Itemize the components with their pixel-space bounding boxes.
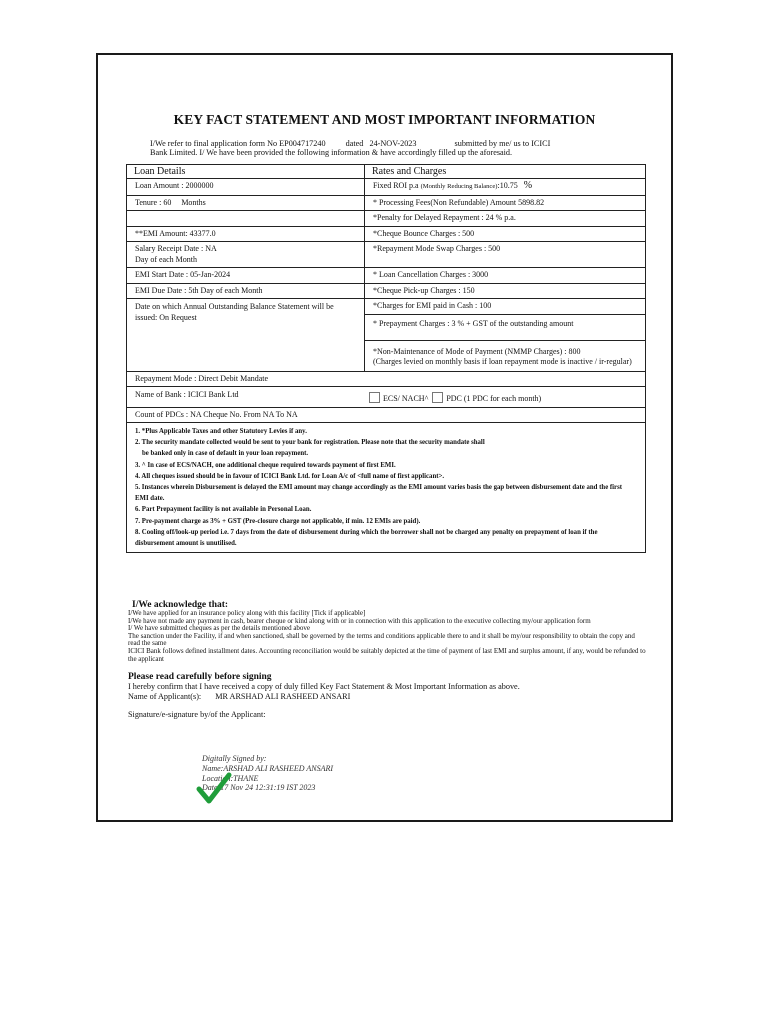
bank-and-mandate [127, 387, 645, 407]
intro-line1-end: submitted by me/ us to ICICI [454, 139, 551, 148]
ack-line: ICICI Bank follows defined installment dates. Accounting reconciliation would be suitably depicted at the time of payment of last EMI and surplus amount, if any, would be refunded to the applicant [128, 646, 646, 663]
ack-heading: I/We acknowledge that: [132, 600, 229, 610]
processing-fees: * Processing Fees(Non Refundable) Amount 5898.82 [373, 197, 545, 207]
fixed-roi-value: :10.75 [497, 181, 518, 190]
ecs-nach-option[interactable] [365, 392, 428, 405]
loan-cancellation-charges: * Loan Cancellation Charges : 3000 [373, 270, 489, 279]
pdc-count: Count of PDCs : NA Cheque No. From NA To NA [135, 409, 298, 419]
applicant-label: Name of Applicant(s): [128, 692, 202, 702]
document-frame [96, 53, 673, 822]
table-row [127, 226, 645, 242]
read-carefully-heading: Please read carefully before signing [128, 672, 272, 683]
ack-line: I/We have not made any payment in cash, bearer cheque or kind along with or in connection with this application to the executive collecting my/our application form [128, 616, 591, 625]
table-row [127, 371, 645, 387]
annual-statement-date: Date on which Annual Outstanding Balance Statement will be issued: On Request [127, 299, 365, 371]
checkbox-icon[interactable] [432, 392, 443, 403]
repayment-mode: Repayment Mode : Direct Debit Mandate [135, 373, 269, 383]
acknowledgement-section [128, 600, 648, 718]
header-loan-details: Loan Details [127, 165, 365, 178]
digital-signature-line: Name:ARSHAD ALI RASHEED ANSARI [202, 763, 334, 773]
table-row [127, 178, 645, 195]
note-item: 4. All cheques issued should be in favour of ICICI Bank Ltd. for Loan A/c of <full name of first applicant>. [135, 472, 445, 480]
digital-signature-line: Location:THANE [202, 773, 259, 783]
emi-cash-charges: *Charges for EMI paid in Cash : 100 [365, 299, 645, 315]
note-item: 5. Instances wherein Disbursement is delayed the EMI amount may change accordingly as the EMI amount varies basis the gap between disbursement date and the first EMI date. [135, 484, 622, 503]
emi-amount: **EMI Amount: 43377.0 [127, 227, 365, 242]
fixed-roi-percent: % [523, 180, 533, 191]
table-row [127, 267, 645, 283]
intro-line2: Bank Limited. I/ We have been provided the following information & have accordingly filled up the aforesaid. [150, 148, 513, 158]
note-item: 8. Cooling off/look-up period i.e. 7 days from the date of disbursement during which the borrower shall not be charged any penalty on prepayment of loan if the disbursement amount is unutilised. [135, 528, 598, 548]
applicant-name-line [128, 693, 648, 701]
salary-receipt-date [127, 242, 365, 267]
document-title: KEY FACT STATEMENT AND MOST IMPORTANT INFORMATION [173, 112, 596, 127]
nmmp-line1: *Non-Maintenance of Mode of Payment (NMMP Charges) : 800 [373, 346, 581, 356]
checkbox-icon[interactable] [369, 392, 380, 403]
cheque-bounce-charges: *Cheque Bounce Charges : 500 [373, 228, 475, 238]
ack-line: I/ We have submitted cheques as per the details mentioned above [128, 624, 311, 633]
table-row [127, 210, 645, 226]
header-rates-charges: Rates and Charges [372, 166, 447, 177]
pdc-option[interactable] [428, 392, 541, 405]
salary-receipt-line1: Salary Receipt Date : NA [135, 244, 217, 253]
intro-text [150, 139, 600, 158]
table-row [127, 283, 645, 299]
cheque-pickup-charges: *Cheque Pick-up Charges : 150 [373, 285, 475, 295]
application-number: EP004717240 [279, 139, 326, 148]
check-mark-icon [196, 772, 232, 806]
table-row [127, 407, 645, 423]
table-row [127, 386, 645, 407]
digital-signature-line: Digitally Signed by: [202, 754, 267, 763]
notes-row [127, 422, 645, 552]
ecs-nach-label: ECS/ NACH^ [383, 394, 429, 403]
confirmation-text: I hereby confirm that I have received a copy of duly filled Key Fact Statement & Most Important Information as above. [128, 682, 520, 692]
applicant-name: MR ARSHAD ALI RASHEED ANSARI [215, 692, 351, 702]
fixed-roi-label: Fixed ROI p.a [373, 181, 419, 190]
fixed-roi-note: (Monthly Reducing Balance) [420, 183, 498, 190]
ack-line: I/We have applied for an insurance policy along with this facility [Tick if applicable] [128, 609, 366, 617]
key-fact-table [126, 164, 646, 553]
intro-prefix: I/We refer to final application form No [150, 139, 278, 148]
digital-signature-line: Date:17 Nov 24 12:31:19 IST 2023 [202, 783, 316, 793]
emi-start-date: EMI Start Date : 05-Jan-2024 [127, 268, 365, 283]
note-item: 1. *Plus Applicable Taxes and other Statutory Levies if any. [135, 428, 307, 435]
penalty-delayed-repayment: *Penalty for Delayed Repayment : 24 % p.a. [373, 213, 516, 222]
note-item: be banked only in case of default in your loan repayment. [142, 450, 309, 458]
statement-right-column [365, 299, 645, 371]
prepayment-charges: * Prepayment Charges : 3 % + GST of the outstanding amount [365, 315, 645, 341]
application-date: 24-NOV-2023 [369, 139, 417, 148]
ack-line: The sanction under the Facility, if and when sanctioned, shall be governed by the terms and conditions applicable there to and it shall be my/our responsibility to obtain the copy and read the same [128, 631, 635, 648]
note-item: 7. Pre-payment charge as 3% + GST (Pre-closure charge not applicable, if min. 12 EMIs are paid). [135, 517, 421, 525]
salary-receipt-line2: Day of each Month [135, 254, 197, 264]
table-row [127, 241, 645, 267]
pdc-label: PDC (1 PDC for each month) [446, 394, 542, 403]
bank-name: Name of Bank : ICICI Bank Ltd [135, 390, 239, 399]
emi-due-date: EMI Due Date : 5th Day of each Month [127, 284, 365, 299]
empty-cell [127, 211, 365, 226]
statement-block-row [127, 298, 645, 371]
notes-list [127, 423, 645, 552]
fixed-roi [365, 179, 645, 195]
note-item: 2. The security mandate collected would be sent to your bank for registration. Please note that the security mandate shall [135, 439, 485, 447]
dated-label: dated [345, 139, 364, 148]
nmmp-line2: (Charges levied on monthly basis if loan repayment mode is inactive / ir-regular) [373, 357, 632, 366]
repayment-mode-swap-charges: *Repayment Mode Swap Charges : 500 [373, 244, 501, 253]
tenure: Tenure : 60 Months [127, 196, 365, 211]
note-item: 3. ^ In case of ECS/NACH, one additional cheque required towards payment of first EMI. [135, 461, 396, 469]
loan-amount: Loan Amount : 2000000 [127, 179, 365, 195]
table-header-row [127, 165, 645, 178]
table-row [127, 195, 645, 211]
nmmp-charges [365, 341, 645, 371]
signature-label: Signature/e-signature by/of the Applicant: [128, 709, 266, 719]
note-item: 6. Part Prepayment facility is not available in Personal Loan. [135, 506, 312, 514]
